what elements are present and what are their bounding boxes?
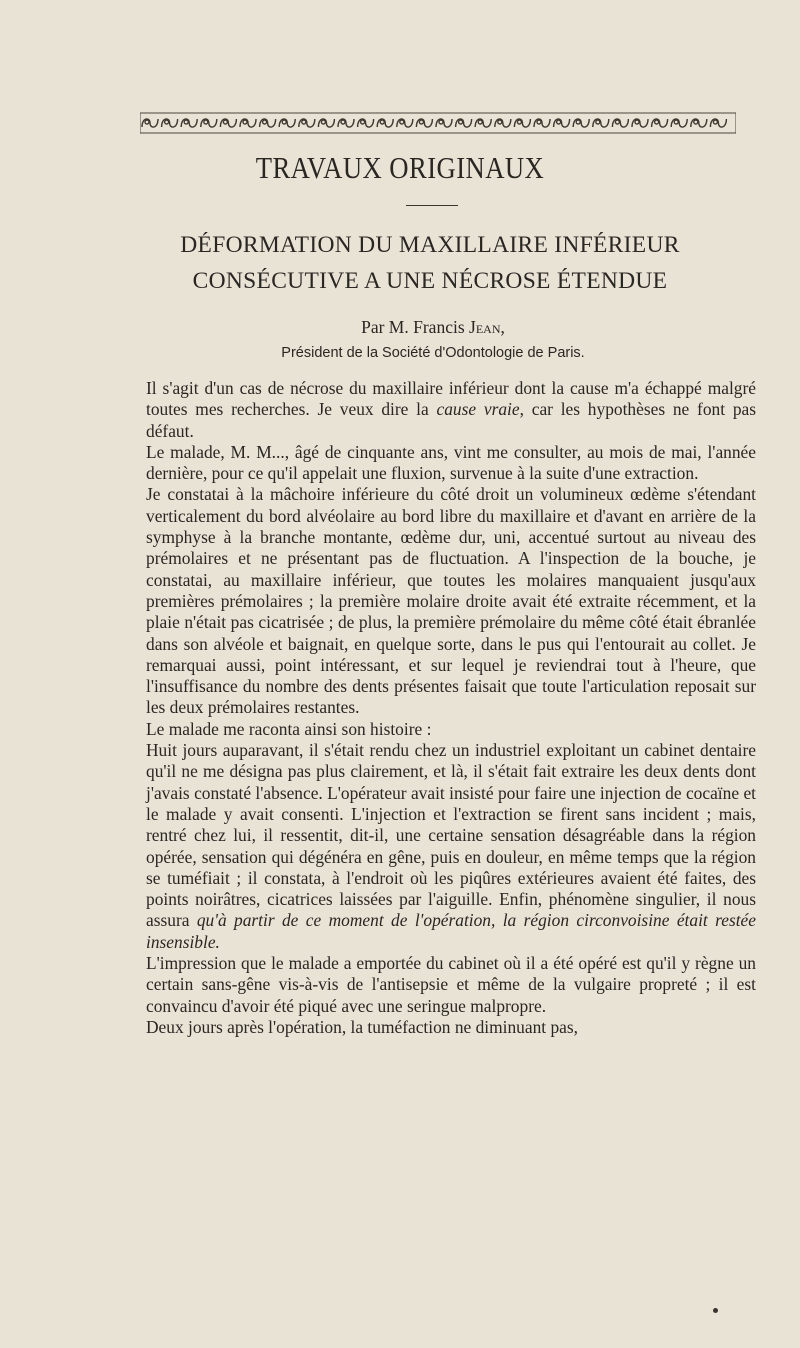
frieze-dot: [165, 120, 169, 124]
frieze-dot: [321, 120, 325, 124]
frieze-motif: [279, 119, 295, 127]
frieze-dot: [557, 120, 561, 124]
frieze-motif: [299, 119, 315, 127]
frieze-dot: [655, 120, 659, 124]
frieze-motif: [338, 119, 354, 127]
frieze-motif: [142, 119, 158, 127]
article-title-line-2: CONSÉCUTIVE A UNE NÉCROSE ÉTENDUE: [192, 268, 668, 294]
frieze-motif: [652, 119, 668, 127]
paragraph-text: Huit jours auparavant, il s'était rendu chez un industriel exploitant un cabinet dentaire qu'il ne me désigna pas plus clairement, et là, il s'était fait extraire les deux dents dont j'avais constaté l'absence. L'opérateur avait insisté pour faire une injection de cocaïne et le malade y avait consenti. L'injection et l'extraction se firent sans incident ; mais, rentré chez lui, il ressentit, dit-il, une certaine sensation désagréable dans la région opérée, sensation qui dégénéra en gêne, puis en douleur, en même temps que la région se tuméfiait ; il constata, à l'endroit où les piqûres extérieures avaient été faites, des points noirâtres, cicatrices laissées par l'aiguille. Enfin, phénomène singulier, il nous assura: [146, 740, 756, 931]
frieze-dot: [635, 120, 639, 124]
frieze-motif: [671, 119, 687, 127]
article-body: [146, 378, 756, 1038]
frieze-motif: [436, 119, 452, 127]
paragraph: [146, 953, 756, 1017]
frieze-dot: [596, 120, 600, 124]
paragraph-text: Le malade, M. M..., âgé de cinquante ans, vint me consulter, au mois de mai, l'année dernière, pour ce qu'il appelait une fluxion, survenue à la suite d'une extraction.: [146, 441, 756, 484]
frieze-dot: [713, 120, 717, 124]
frieze-dot: [361, 120, 365, 124]
frieze-motif: [318, 119, 334, 127]
frieze-dot: [517, 120, 521, 124]
frieze-motif: [475, 119, 491, 127]
frieze-dot: [576, 120, 580, 124]
section-title: TRAVAUX ORIGINAUX: [255, 150, 545, 185]
frieze-motif: [554, 119, 570, 127]
decorative-frieze: [140, 112, 736, 134]
frieze-dot: [302, 120, 306, 124]
paragraph-text: Deux jours après l'opération, la tuméfaction ne diminuant pas,: [146, 1016, 578, 1037]
italic-text: cause vraie: [436, 399, 520, 420]
frieze-motif: [377, 119, 393, 127]
frieze-motif: [456, 119, 472, 127]
paragraph: [146, 378, 756, 442]
frieze-dot: [145, 120, 149, 124]
frieze-motif: [260, 119, 276, 127]
paragraph: [146, 740, 756, 953]
frieze-dot: [263, 120, 267, 124]
frieze-dot: [615, 120, 619, 124]
frieze-motif: [181, 119, 197, 127]
frieze-motif: [162, 119, 178, 127]
frieze-dot: [498, 120, 502, 124]
frieze-dot: [243, 120, 247, 124]
frieze-motif: [201, 119, 217, 127]
title-rule: [406, 205, 458, 206]
frieze-motif: [710, 119, 726, 127]
frieze-dot: [400, 120, 404, 124]
byline-prefix: Par M. Francis: [361, 317, 470, 337]
paragraph: [146, 484, 756, 718]
frieze-motif: [632, 119, 648, 127]
frieze-dot: [380, 120, 384, 124]
frieze-dot: [674, 120, 678, 124]
frieze-motif: [514, 119, 530, 127]
frieze-motif: [612, 119, 628, 127]
frieze-motif: [534, 119, 550, 127]
author-affiliation: Président de la Société d'Odontologie de Paris.: [281, 345, 585, 361]
frieze-dot: [223, 120, 227, 124]
italic-text: qu'à partir de ce moment de l'opération, la région circonvoisine était restée insensible.: [146, 910, 756, 952]
article-title-line-1: DÉFORMATION DU MAXILLAIRE INFÉRIEUR: [180, 232, 680, 258]
frieze-dot: [419, 120, 423, 124]
frieze-dot: [184, 120, 188, 124]
frieze-dot: [694, 120, 698, 124]
frieze-dot: [459, 120, 463, 124]
frieze-motif: [495, 119, 511, 127]
frieze-motif: [573, 119, 589, 127]
frieze-dot: [537, 120, 541, 124]
frieze-motif: [220, 119, 236, 127]
author-surname: Jean: [469, 317, 501, 337]
frieze-dot: [439, 120, 443, 124]
paragraph-text: Je constatai à la mâchoire inférieure du côté droit un volumineux œdème s'étendant verticalement du bord alvéolaire au bord libre du maxillaire et d'avant en arrière de la symphyse à la branche montante, œdème dur, uni, accentué surtout au niveau des prémolaires et ne présentant pas de fluctuation. A l'inspection de la bouche, je constatai, au maxillaire inférieur, que toutes les molaires manquaient jusqu'aux premières prémolaires ; la première molaire droite avait été extraite récemment, et la plaie n'était pas cicatrisée ; de plus, la première prémolaire du même côté était ébranlée dans son alvéole et baignait, en quelque sorte, dans le pus qui l'entourait au collet. Je remarquai aussi, point intéressant, et sur lequel je reviendrai tout à l'heure, que l'insuffisance du nombre des dents présentes faisait que toute l'articulation reposait sur les deux prémolaires restantes.: [146, 484, 756, 718]
frieze-motif: [593, 119, 609, 127]
frieze-motif: [240, 119, 256, 127]
ink-dot: [713, 1308, 718, 1313]
frieze-dot: [478, 120, 482, 124]
paragraph-text: L'impression que le malade a emportée du cabinet où il a été opéré est qu'il y règne un certain sans-gêne vis-à-vis de l'antisepsie et même de la vulgaire propreté ; il est convaincu d'avoir été piqué avec une seringue malpropre.: [146, 953, 756, 1016]
paragraph: [146, 1017, 756, 1038]
byline-suffix: ,: [500, 317, 505, 337]
paragraph-text: Il s'agit d'un cas de nécrose du maxillaire inférieur dont la cause m'a échappé malgré toutes mes recherches. Je veux dire la: [146, 378, 756, 420]
paragraph: [146, 719, 756, 740]
frieze-dot: [341, 120, 345, 124]
paragraph: [146, 442, 756, 485]
paragraph-text: Le malade me raconta ainsi son histoire :: [146, 718, 432, 739]
frieze-dot: [204, 120, 208, 124]
paragraph-text: , car les hypothèses ne font pas défaut.: [146, 399, 756, 441]
frieze-motif: [358, 119, 374, 127]
frieze-motif: [691, 119, 707, 127]
frieze-dot: [282, 120, 286, 124]
byline: [0, 317, 800, 338]
frieze-motif: [416, 119, 432, 127]
frieze-motif: [397, 119, 413, 127]
